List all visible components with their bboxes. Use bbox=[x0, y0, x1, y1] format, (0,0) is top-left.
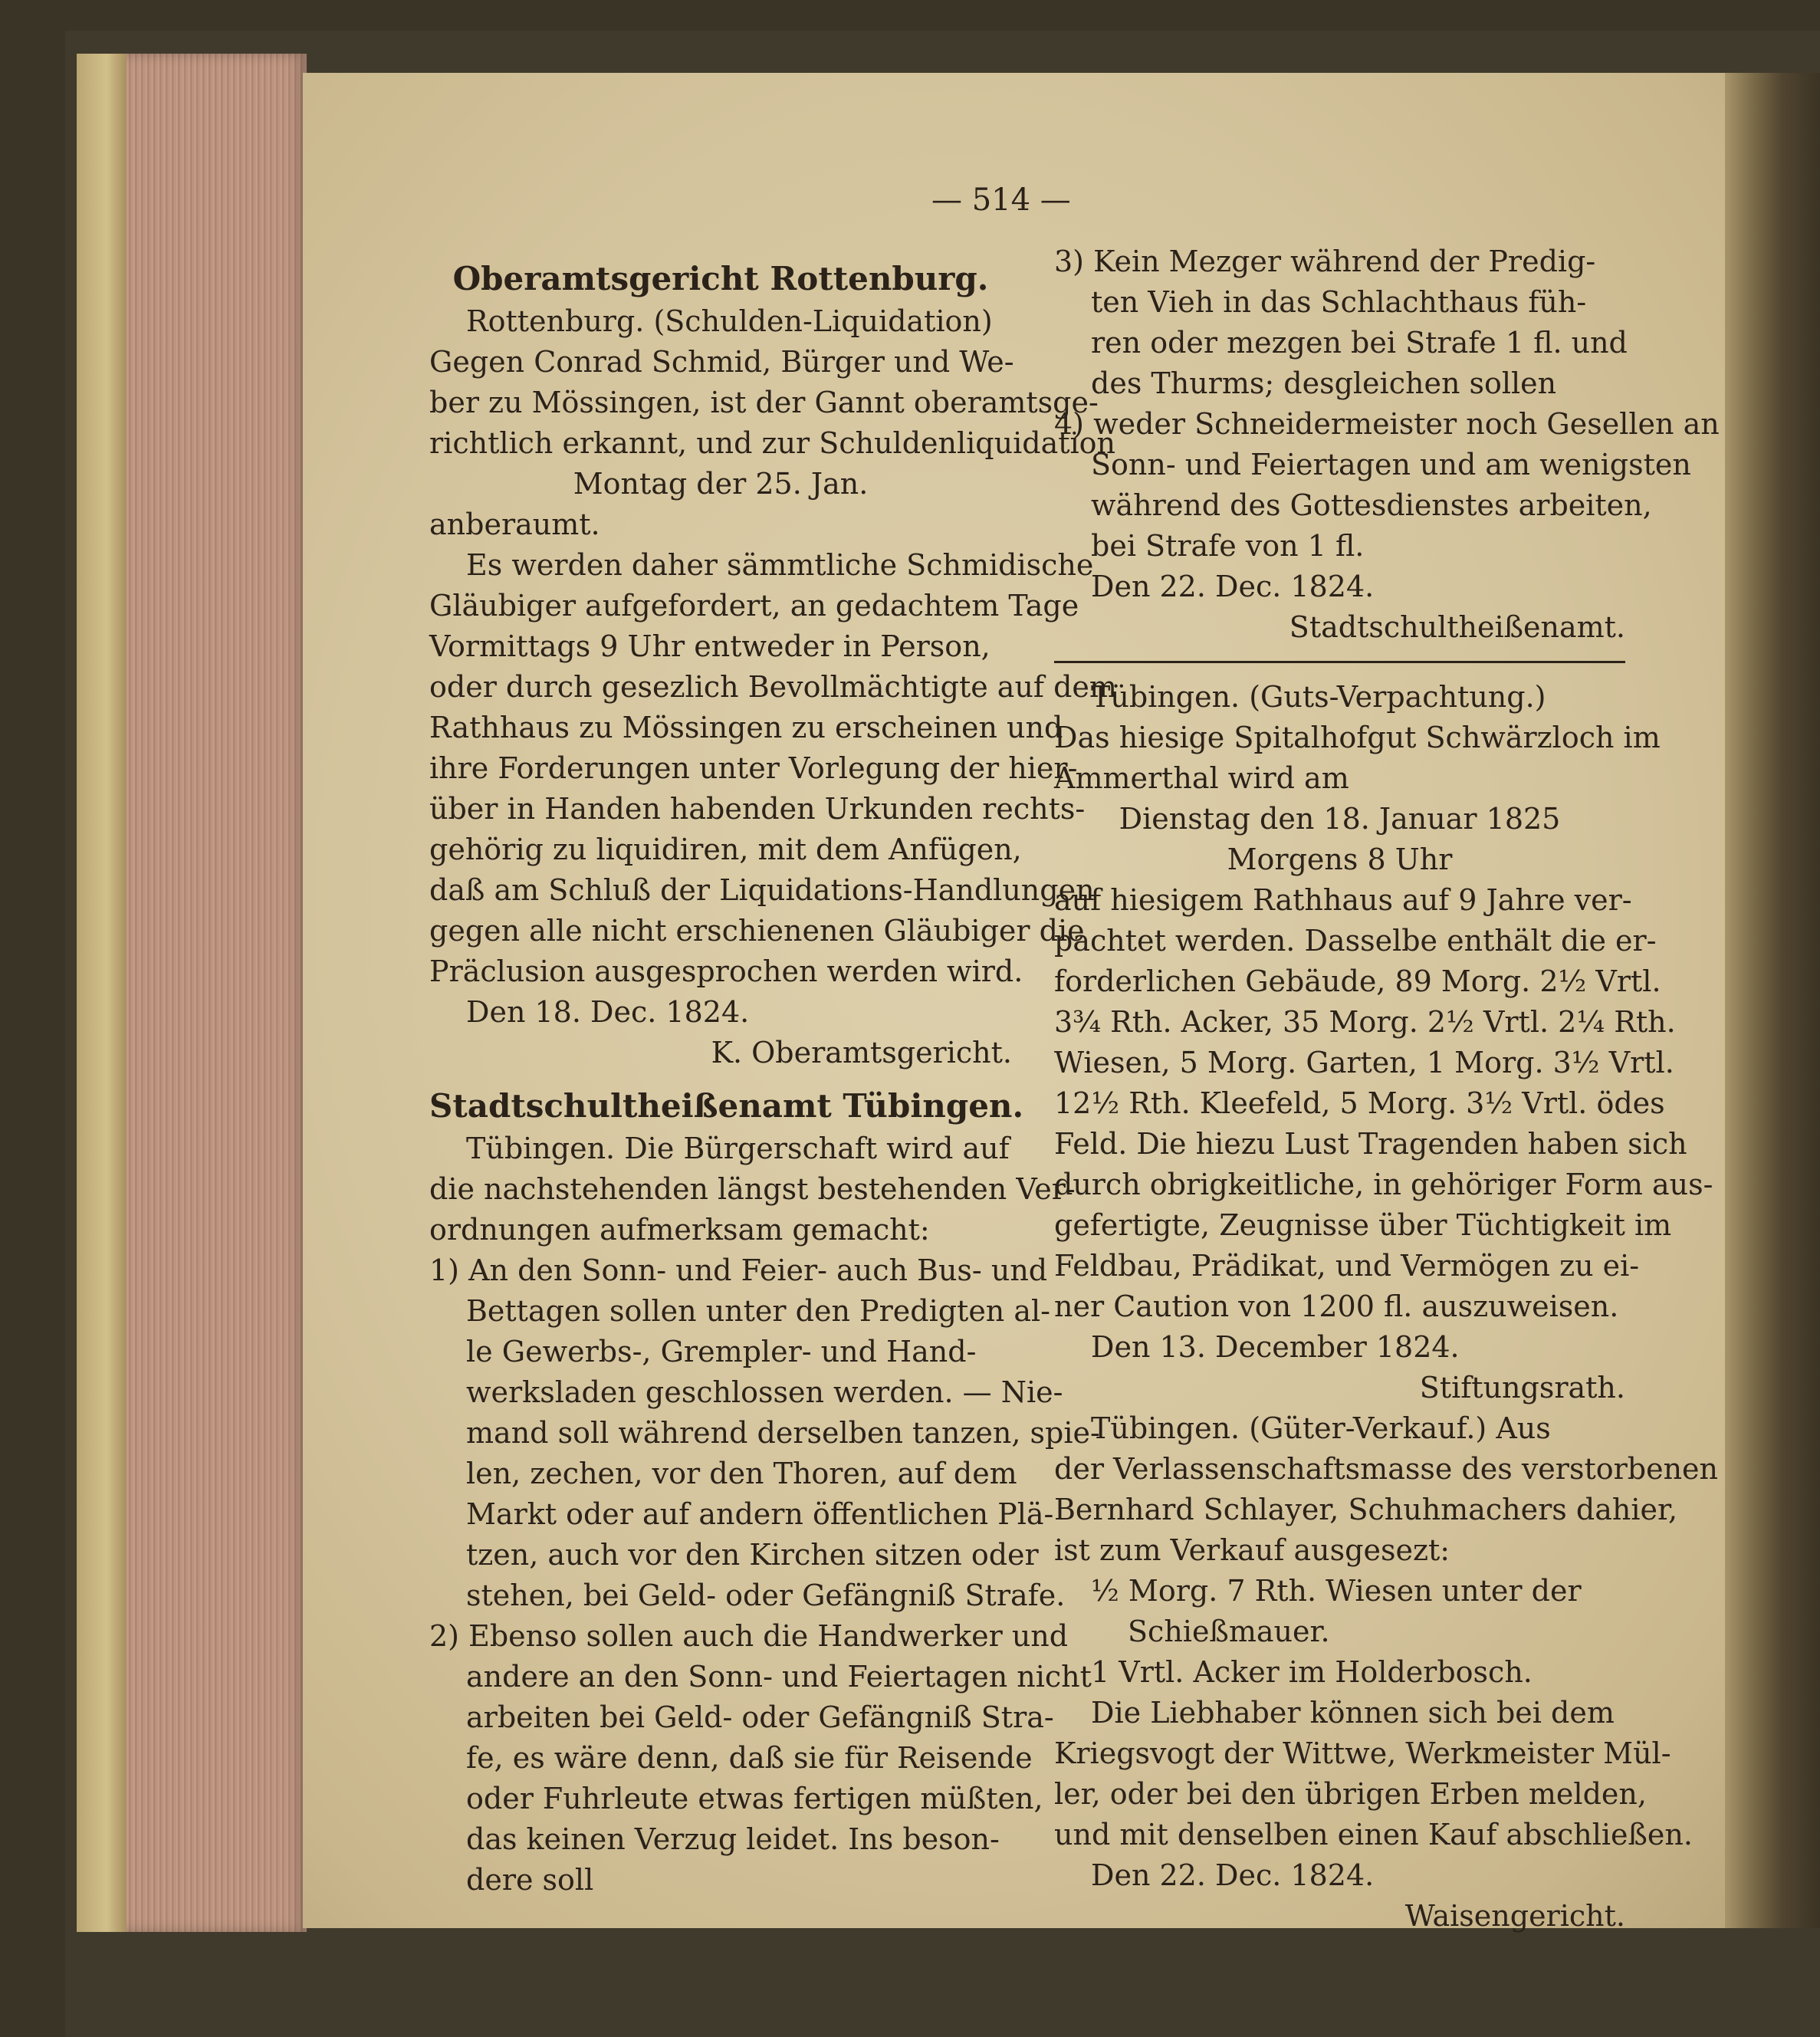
list-item-1: 1) An den Sonn- und Feier- auch Bus- und bbox=[429, 1253, 1048, 1287]
text-line: Tübingen. (Guts-Verpachtung.) bbox=[1091, 680, 1546, 714]
text-line: bei Strafe von 1 fl. bbox=[1091, 529, 1365, 563]
left-column bbox=[429, 257, 1117, 1901]
text-line: 1 Vrtl. Acker im Holderbosch. bbox=[1091, 1655, 1533, 1689]
section-heading-oberamtsgericht: Oberamtsgericht Rottenburg. bbox=[452, 260, 989, 297]
date-line: Montag der 25. Jan. bbox=[573, 467, 869, 501]
text-line: Gläubiger aufgefordert, an gedachtem Tage bbox=[429, 589, 1079, 623]
text-line: auf hiesigem Rathhaus auf 9 Jahre ver- bbox=[1054, 883, 1632, 917]
text-line: gegen alle nicht erschienenen Gläubiger die bbox=[429, 914, 1085, 948]
date-line: Den 22. Dec. 1824. bbox=[1091, 1858, 1375, 1892]
text-line: die nachstehenden längst bestehenden Ver- bbox=[429, 1172, 1076, 1206]
text-line: über in Handen habenden Urkunden rechts- bbox=[429, 792, 1086, 826]
date-line: Dienstag den 18. Januar 1825 bbox=[1119, 802, 1561, 836]
text-line: andere an den Sonn- und Feiertagen nicht bbox=[466, 1660, 1092, 1694]
text-line: Das hiesige Spitalhofgut Schwärzloch im bbox=[1054, 721, 1661, 754]
signature: Stadtschultheißenamt. bbox=[1289, 610, 1625, 644]
text-line: Sonn- und Feiertagen und am wenigsten bbox=[1091, 448, 1691, 481]
text-line: Kriegsvogt der Wittwe, Werkmeister Mül- bbox=[1054, 1736, 1671, 1770]
section-heading-stadtschultheissenamt: Stadtschultheißenamt Tübingen. bbox=[429, 1087, 1024, 1125]
text-line: Präclusion ausgesprochen werden wird. bbox=[429, 954, 1023, 988]
list-item-4: 4) weder Schneidermeister noch Gesellen an bbox=[1054, 407, 1720, 441]
text-line: Vormittags 9 Uhr entweder in Person, bbox=[429, 629, 990, 663]
text-line: Feldbau, Prädikat, und Vermögen zu ei- bbox=[1054, 1249, 1640, 1283]
text-line: Feld. Die hiezu Lust Tragenden haben sich bbox=[1054, 1127, 1687, 1161]
book-cover-edge bbox=[77, 54, 126, 1932]
text-line: 12½ Rth. Kleefeld, 5 Morg. 3½ Vrtl. ödes bbox=[1054, 1086, 1665, 1120]
text-line: anberaumt. bbox=[429, 508, 600, 541]
text-line: ordnungen aufmerksam gemacht: bbox=[429, 1213, 930, 1247]
text-line: ist zum Verkauf ausgesezt: bbox=[1054, 1533, 1450, 1567]
text-line: richtlich erkannt, und zur Schuldenliquidation bbox=[429, 426, 1116, 460]
list-item-2: 2) Ebenso sollen auch die Handwerker und bbox=[429, 1619, 1069, 1653]
text-line: ler, oder bei den übrigen Erben melden, bbox=[1054, 1777, 1647, 1811]
text-line: Rottenburg. (Schulden-Liquidation) bbox=[466, 304, 993, 338]
text-line: ½ Morg. 7 Rth. Wiesen unter der bbox=[1091, 1574, 1582, 1608]
text-line: arbeiten bei Geld- oder Gefängniß Stra- bbox=[466, 1700, 1054, 1734]
text-line: ihre Forderungen unter Vorlegung der hier- bbox=[429, 751, 1078, 785]
time-line: Morgens 8 Uhr bbox=[1227, 843, 1453, 876]
text-line: Tübingen. (Güter-Verkauf.) Aus bbox=[1091, 1411, 1551, 1445]
text-line: le Gewerbs-, Grempler- und Hand- bbox=[466, 1335, 977, 1368]
text-line: dere soll bbox=[466, 1863, 594, 1897]
text-line: ner Caution von 1200 fl. auszuweisen. bbox=[1054, 1290, 1619, 1323]
list-item-3: 3) Kein Mezger während der Predig- bbox=[1054, 245, 1596, 278]
signature: K. Oberamtsgericht. bbox=[711, 1036, 1012, 1069]
text-line: len, zechen, vor den Thoren, auf dem bbox=[466, 1457, 1017, 1490]
text-line: Ammerthal wird am bbox=[1054, 761, 1349, 795]
text-line: durch obrigkeitliche, in gehöriger Form aus- bbox=[1054, 1168, 1713, 1201]
text-line: 3¾ Rth. Acker, 35 Morg. 2½ Vrtl. 2¼ Rth. bbox=[1054, 1005, 1676, 1039]
date-line: Den 13. December 1824. bbox=[1091, 1330, 1460, 1364]
text-line: das keinen Verzug leidet. Ins beson- bbox=[466, 1822, 1000, 1856]
text-line: Die Liebhaber können sich bei dem bbox=[1091, 1696, 1615, 1730]
text-line: während des Gottesdienstes arbeiten, bbox=[1091, 488, 1652, 522]
text-line: werksladen geschlossen werden. — Nie- bbox=[466, 1375, 1063, 1409]
text-line: Schießmauer. bbox=[1128, 1615, 1330, 1648]
text-line: Bettagen sollen unter den Predigten al- bbox=[466, 1294, 1051, 1328]
text-line: Rathhaus zu Mössingen zu erscheinen und bbox=[429, 711, 1063, 744]
signature: Waisengericht. bbox=[1404, 1899, 1625, 1933]
text-line: Gegen Conrad Schmid, Bürger und We- bbox=[429, 345, 1014, 379]
text-line: der Verlassenschaftsmasse des verstorbenen bbox=[1054, 1452, 1719, 1486]
text-line: forderlichen Gebäude, 89 Morg. 2½ Vrtl. bbox=[1054, 964, 1661, 998]
text-line: Es werden daher sämmtliche Schmidische bbox=[466, 548, 1094, 582]
date-line: Den 18. Dec. 1824. bbox=[466, 995, 750, 1029]
text-line: oder Fuhrleute etwas fertigen müßten, bbox=[466, 1782, 1043, 1815]
section-divider bbox=[1054, 655, 1625, 668]
signature: Stiftungsrath. bbox=[1419, 1371, 1625, 1405]
text-line: ber zu Mössingen, ist der Gannt oberamtsge- bbox=[429, 386, 1099, 419]
text-line: daß am Schluß der Liquidations-Handlungen bbox=[429, 873, 1095, 907]
text-line: fe, es wäre denn, daß sie für Reisende bbox=[466, 1741, 1033, 1775]
text-line: tzen, auch vor den Kirchen sitzen oder bbox=[466, 1538, 1039, 1572]
text-line: mand soll während derselben tanzen, spie- bbox=[466, 1416, 1100, 1450]
text-line: und mit denselben einen Kauf abschließen. bbox=[1054, 1818, 1693, 1851]
text-line: stehen, bei Geld- oder Gefängniß Strafe. bbox=[466, 1579, 1066, 1612]
text-line: gefertigte, Zeugnisse über Tüchtigkeit im bbox=[1054, 1208, 1672, 1242]
text-line: des Thurms; desgleichen sollen bbox=[1091, 366, 1557, 400]
page-gutter-shadow bbox=[1725, 73, 1820, 1928]
text-line: ren oder mezgen bei Strafe 1 fl. und bbox=[1091, 326, 1628, 360]
text-line: Wiesen, 5 Morg. Garten, 1 Morg. 3½ Vrtl. bbox=[1054, 1046, 1674, 1079]
text-line: pachtet werden. Dasselbe enthält die er- bbox=[1054, 924, 1657, 958]
text-line: Bernhard Schlayer, Schuhmachers dahier, bbox=[1054, 1493, 1678, 1526]
text-line: Tübingen. Die Bürgerschaft wird auf bbox=[466, 1132, 1010, 1165]
text-line: ten Vieh in das Schlachthaus füh- bbox=[1091, 285, 1587, 319]
page-number: — 514 — bbox=[931, 182, 1071, 218]
date-line: Den 22. Dec. 1824. bbox=[1091, 570, 1375, 603]
text-line: gehörig zu liquidiren, mit dem Anfügen, bbox=[429, 833, 1022, 866]
text-line: Markt oder auf andern öffentlichen Plä- bbox=[466, 1497, 1054, 1531]
right-column bbox=[1054, 241, 1720, 1937]
text-line: oder durch gesezlich Bevollmächtigte auf dem bbox=[429, 670, 1117, 704]
